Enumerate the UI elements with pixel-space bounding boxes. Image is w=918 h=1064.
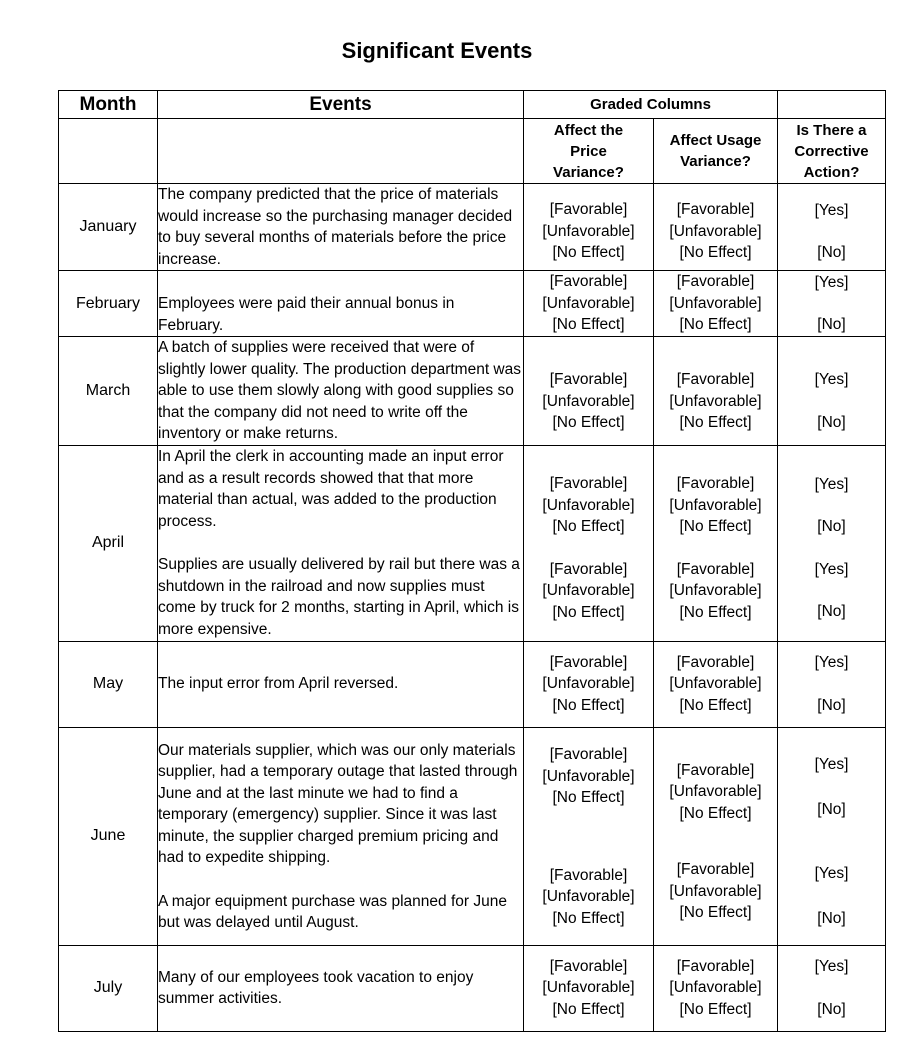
option-unfavorable[interactable]: [Unfavorable] <box>669 294 762 312</box>
option-no-effect[interactable]: [No Effect] <box>552 789 625 806</box>
option-unfavorable[interactable]: [Unfavorable] <box>542 767 635 785</box>
option-favorable[interactable]: [Favorable] <box>549 957 628 975</box>
option-favorable[interactable]: [Favorable] <box>676 273 755 291</box>
event-text: Supplies are usually delivered by rail but there was a shutdown in the railroad and now supplies must come by truck for 2 months, starting in April, which is more expensive. <box>158 556 520 638</box>
option-unfavorable[interactable]: [Unfavorable] <box>669 222 762 240</box>
table-row <box>59 727 886 945</box>
event-text: The input error from April reversed. <box>158 675 399 693</box>
month-cell: May <box>59 641 158 727</box>
header-price-line: Price <box>570 142 607 160</box>
usage-options <box>654 184 778 271</box>
price-options <box>524 184 654 271</box>
price-options <box>524 445 654 641</box>
option-no[interactable]: [No] <box>817 413 846 431</box>
events-cell <box>158 271 524 337</box>
option-no-effect[interactable]: [No Effect] <box>679 1000 752 1018</box>
option-no[interactable]: [No] <box>817 244 846 261</box>
option-no-effect[interactable]: [No Effect] <box>552 414 625 431</box>
event-text: A batch of supplies were received that were of slightly lower quality. The production department was able to use them slowly along with good supplies so that the company did not need to write off the inventory or make returns. <box>158 339 522 442</box>
usage-options <box>654 945 778 1031</box>
option-favorable[interactable]: [Favorable] <box>549 201 628 219</box>
option-unfavorable[interactable]: [Unfavorable] <box>669 882 762 900</box>
month-cell: March <box>59 337 158 446</box>
option-unfavorable[interactable]: [Unfavorable] <box>542 294 635 312</box>
option-no[interactable]: [No] <box>817 603 846 620</box>
option-favorable[interactable]: [Favorable] <box>676 371 755 388</box>
option-favorable[interactable]: [Favorable] <box>549 273 628 291</box>
event-text: Our materials supplier, which was our only materials supplier, had a temporary outage that lasted through June and at the last minute we had to find a temporary (emergency) supplier. Since it was last minute, the supplier charged premium pricing and had to expedite shipping. <box>158 741 518 866</box>
month-cell: February <box>59 271 158 337</box>
header-price-line: Affect the <box>553 121 624 139</box>
table-row <box>59 271 886 337</box>
event-text: A major equipment purchase was planned for June but was delayed until August. <box>158 892 507 931</box>
table-row <box>59 641 886 727</box>
corrective-options <box>778 727 886 945</box>
month-cell: January <box>59 184 158 271</box>
option-unfavorable[interactable]: [Unfavorable] <box>542 888 635 905</box>
header-month: Month <box>59 91 158 119</box>
header-blank <box>778 91 886 119</box>
option-no-effect[interactable]: [No Effect] <box>552 909 625 927</box>
header-usage-line: Variance? <box>680 153 751 170</box>
option-unfavorable[interactable]: [Unfavorable] <box>542 496 635 514</box>
option-no-effect[interactable]: [No Effect] <box>552 518 625 535</box>
option-favorable[interactable]: [Favorable] <box>549 371 628 388</box>
option-favorable[interactable]: [Favorable] <box>549 560 628 578</box>
option-favorable[interactable]: [Favorable] <box>676 653 755 671</box>
price-options <box>524 271 654 337</box>
header-price-variance <box>524 119 654 184</box>
table-row <box>59 184 886 271</box>
header-corrective-line: Action? <box>803 163 860 181</box>
option-no-effect[interactable]: [No Effect] <box>552 316 625 334</box>
events-cell <box>158 945 524 1031</box>
option-no[interactable]: [No] <box>817 518 846 535</box>
events-cell <box>158 184 524 271</box>
option-yes[interactable]: [Yes] <box>814 273 849 291</box>
option-no-effect[interactable]: [No Effect] <box>679 518 752 535</box>
option-yes[interactable]: [Yes] <box>814 201 849 219</box>
price-options <box>524 337 654 446</box>
option-no-effect[interactable]: [No Effect] <box>679 603 752 621</box>
option-favorable[interactable]: [Favorable] <box>549 475 628 492</box>
option-yes[interactable]: [Yes] <box>814 654 849 671</box>
option-no[interactable]: [No] <box>817 909 846 927</box>
option-unfavorable[interactable]: [Unfavorable] <box>542 392 635 410</box>
option-no[interactable]: [No] <box>817 1000 846 1018</box>
option-no-effect[interactable]: [No Effect] <box>679 414 752 431</box>
option-no-effect[interactable]: [No Effect] <box>679 244 752 262</box>
price-options <box>524 641 654 727</box>
corrective-options <box>778 445 886 641</box>
header-graded-columns: Graded Columns <box>524 91 778 119</box>
events-cell <box>158 641 524 727</box>
option-no[interactable]: [No] <box>817 316 846 333</box>
option-yes[interactable]: [Yes] <box>814 958 849 975</box>
event-text: The company predicted that the price of materials would increase so the purchasing manager decided to buy several months of materials before the price increase. <box>158 186 513 268</box>
corrective-options <box>778 945 886 1031</box>
option-favorable[interactable]: [Favorable] <box>549 746 628 763</box>
option-favorable[interactable]: [Favorable] <box>676 957 755 975</box>
option-yes[interactable]: [Yes] <box>814 560 849 578</box>
usage-options <box>654 271 778 337</box>
option-no-effect[interactable]: [No Effect] <box>552 1000 625 1018</box>
option-unfavorable[interactable]: [Unfavorable] <box>542 582 635 599</box>
table-row <box>59 945 886 1031</box>
option-favorable[interactable]: [Favorable] <box>676 475 755 492</box>
header-corrective-line: Is There a <box>796 121 867 139</box>
usage-options <box>654 337 778 446</box>
events-cell <box>158 337 524 446</box>
header-price-line: Variance? <box>553 163 624 181</box>
corrective-options <box>778 184 886 271</box>
event-text: In April the clerk in accounting made an input error and as a result records showed that that more material than actual, was added to the production process. <box>158 448 504 530</box>
option-unfavorable[interactable]: [Unfavorable] <box>669 675 762 693</box>
option-favorable[interactable]: [Favorable] <box>676 861 755 878</box>
subheader-blank-month <box>59 119 158 184</box>
option-yes[interactable]: [Yes] <box>814 475 849 493</box>
event-text: Employees were paid their annual bonus in February. <box>158 295 455 334</box>
usage-options <box>654 641 778 727</box>
events-cell <box>158 727 524 945</box>
option-favorable[interactable]: [Favorable] <box>549 653 628 671</box>
option-unfavorable[interactable]: [Unfavorable] <box>669 979 762 997</box>
option-unfavorable[interactable]: [Unfavorable] <box>542 222 635 240</box>
page-title: Significant Events <box>341 38 533 63</box>
option-favorable[interactable]: [Favorable] <box>676 761 755 779</box>
option-unfavorable[interactable]: [Unfavorable] <box>669 496 762 514</box>
option-no-effect[interactable]: [No Effect] <box>679 904 752 921</box>
price-options <box>524 727 654 945</box>
option-unfavorable[interactable]: [Unfavorable] <box>669 392 762 410</box>
option-unfavorable[interactable]: [Unfavorable] <box>542 675 635 693</box>
header-corrective-action <box>778 119 886 184</box>
option-unfavorable[interactable]: [Unfavorable] <box>542 979 635 997</box>
corrective-options <box>778 337 886 446</box>
option-no-effect[interactable]: [No Effect] <box>679 804 752 822</box>
event-text: Many of our employees took vacation to enjoy summer activities. <box>158 968 474 1007</box>
option-no-effect[interactable]: [No Effect] <box>552 244 625 262</box>
option-favorable[interactable]: [Favorable] <box>676 560 755 578</box>
table-row <box>59 337 886 446</box>
header-usage-line: Affect Usage <box>669 132 762 149</box>
table-row <box>59 445 886 641</box>
option-unfavorable[interactable]: [Unfavorable] <box>669 582 762 599</box>
header-corrective-line: Corrective <box>794 142 869 160</box>
events-table <box>58 90 886 1032</box>
option-favorable[interactable]: [Favorable] <box>549 866 628 884</box>
usage-options <box>654 445 778 641</box>
option-yes[interactable]: [Yes] <box>814 865 849 882</box>
option-yes[interactable]: [Yes] <box>814 371 849 389</box>
header-events: Events <box>158 91 524 119</box>
option-no-effect[interactable]: [No Effect] <box>679 696 752 714</box>
usage-options <box>654 727 778 945</box>
subheader-blank-events <box>158 119 524 184</box>
corrective-options <box>778 271 886 337</box>
option-no[interactable]: [No] <box>817 696 846 714</box>
option-yes[interactable]: [Yes] <box>814 756 849 773</box>
corrective-options <box>778 641 886 727</box>
price-options <box>524 945 654 1031</box>
option-no-effect[interactable]: [No Effect] <box>679 316 752 334</box>
option-no-effect[interactable]: [No Effect] <box>552 603 625 621</box>
month-cell: April <box>59 445 158 641</box>
events-cell <box>158 445 524 641</box>
option-unfavorable[interactable]: [Unfavorable] <box>669 783 762 800</box>
header-usage-variance <box>654 119 778 184</box>
month-cell: July <box>59 945 158 1031</box>
month-cell: June <box>59 727 158 945</box>
option-favorable[interactable]: [Favorable] <box>676 201 755 219</box>
option-no[interactable]: [No] <box>817 800 846 818</box>
option-no-effect[interactable]: [No Effect] <box>552 696 625 714</box>
